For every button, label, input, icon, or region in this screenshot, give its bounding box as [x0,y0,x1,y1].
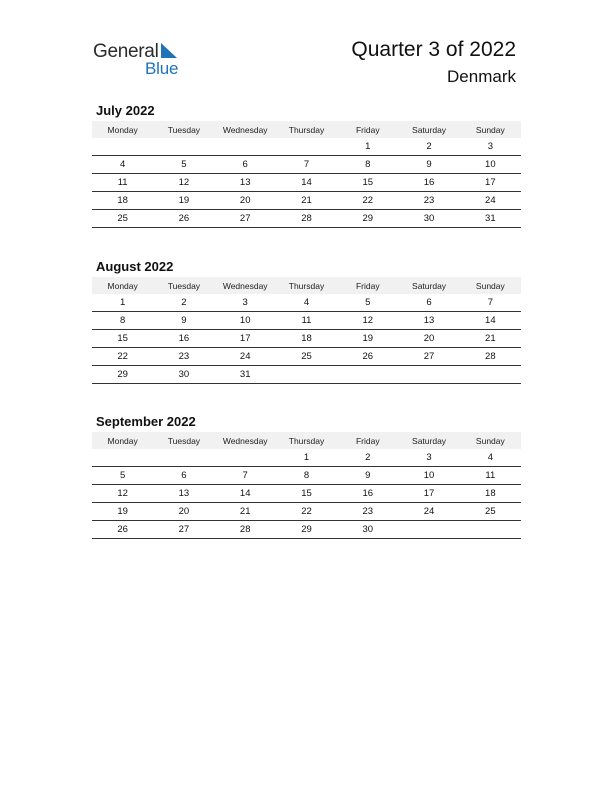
day-cell: 24 [215,348,276,366]
logo-general-text: General [93,41,159,62]
day-cell: 16 [337,485,398,503]
day-cell: 25 [276,348,337,366]
week-row [92,210,521,228]
day-cell: 29 [337,210,398,228]
week-row [92,312,521,330]
weekday-header: Sunday [460,277,521,294]
week-row [92,366,521,384]
day-cell: 1 [92,294,153,312]
week-row [92,174,521,192]
weekday-header: Thursday [276,121,337,138]
weekday-header-row [92,121,521,138]
day-cell: 4 [92,156,153,174]
month-title: September 2022 [96,414,196,429]
day-cell: 11 [460,467,521,485]
day-cell: 28 [215,521,276,539]
week-row [92,138,521,156]
day-cell: 26 [153,210,214,228]
day-cell: 13 [153,485,214,503]
day-cell: 29 [276,521,337,539]
day-cell: 12 [92,485,153,503]
day-cell: 22 [92,348,153,366]
day-cell: 3 [460,138,521,156]
weekday-header-row [92,432,521,449]
day-cell: 10 [215,312,276,330]
day-cell: 12 [337,312,398,330]
day-cell: 20 [215,192,276,210]
weekday-header: Friday [337,121,398,138]
day-cell: 9 [398,156,459,174]
weekday-header: Tuesday [153,277,214,294]
day-cell: 6 [215,156,276,174]
week-row [92,348,521,366]
day-cell [153,138,214,156]
day-cell [337,366,398,384]
weekday-header: Monday [92,432,153,449]
weekday-header: Monday [92,121,153,138]
day-cell: 16 [153,330,214,348]
day-cell: 22 [337,192,398,210]
day-cell: 25 [460,503,521,521]
weekday-header: Sunday [460,432,521,449]
day-cell: 21 [215,503,276,521]
week-row [92,330,521,348]
weekday-header-row [92,277,521,294]
month-table [92,432,521,539]
week-row [92,503,521,521]
day-cell: 22 [276,503,337,521]
day-cell: 1 [337,138,398,156]
day-cell: 26 [337,348,398,366]
day-cell [92,449,153,467]
day-cell [398,521,459,539]
month-calendar-july [92,102,521,228]
quarter-title: Quarter 3 of 2022 [351,38,516,61]
day-cell: 9 [153,312,214,330]
day-cell [215,449,276,467]
day-cell: 24 [398,503,459,521]
day-cell: 25 [92,210,153,228]
day-cell: 30 [153,366,214,384]
day-cell: 17 [398,485,459,503]
logo-blue-text: Blue [145,59,179,78]
day-cell: 31 [215,366,276,384]
day-cell [276,366,337,384]
day-cell: 30 [337,521,398,539]
day-cell: 23 [337,503,398,521]
day-cell: 27 [398,348,459,366]
day-cell: 20 [398,330,459,348]
day-cell: 2 [398,138,459,156]
day-cell: 21 [276,192,337,210]
day-cell: 3 [215,294,276,312]
day-cell: 5 [153,156,214,174]
day-cell: 11 [276,312,337,330]
day-cell [153,449,214,467]
week-row [92,467,521,485]
day-cell: 23 [398,192,459,210]
month-title: August 2022 [96,259,174,274]
day-cell: 14 [215,485,276,503]
weekday-header: Friday [337,277,398,294]
week-row [92,485,521,503]
day-cell: 6 [153,467,214,485]
month-calendar-september [92,413,521,539]
day-cell: 23 [153,348,214,366]
day-cell [398,366,459,384]
day-cell: 15 [92,330,153,348]
day-cell: 27 [215,210,276,228]
day-cell: 13 [215,174,276,192]
day-cell: 5 [92,467,153,485]
day-cell: 2 [153,294,214,312]
day-cell: 4 [276,294,337,312]
week-row [92,449,521,467]
generalblue-logo [93,40,203,80]
day-cell: 18 [92,192,153,210]
day-cell: 29 [92,366,153,384]
day-cell: 8 [276,467,337,485]
day-cell: 8 [337,156,398,174]
month-table [92,277,521,384]
day-cell: 17 [460,174,521,192]
day-cell: 16 [398,174,459,192]
day-cell: 14 [276,174,337,192]
weekday-header: Thursday [276,277,337,294]
weekday-header: Saturday [398,277,459,294]
day-cell: 26 [92,521,153,539]
week-row [92,156,521,174]
day-cell: 13 [398,312,459,330]
day-cell [92,138,153,156]
day-cell: 7 [276,156,337,174]
day-cell: 2 [337,449,398,467]
day-cell: 11 [92,174,153,192]
weekday-header: Saturday [398,432,459,449]
day-cell: 19 [337,330,398,348]
weekday-header: Sunday [460,121,521,138]
day-cell: 14 [460,312,521,330]
day-cell: 10 [398,467,459,485]
weekday-header: Saturday [398,121,459,138]
day-cell: 1 [276,449,337,467]
weekday-header: Tuesday [153,121,214,138]
day-cell: 7 [460,294,521,312]
day-cell: 18 [276,330,337,348]
day-cell: 15 [337,174,398,192]
day-cell: 24 [460,192,521,210]
day-cell: 5 [337,294,398,312]
weekday-header: Tuesday [153,432,214,449]
day-cell [276,138,337,156]
day-cell: 4 [460,449,521,467]
day-cell: 9 [337,467,398,485]
day-cell: 3 [398,449,459,467]
day-cell: 31 [460,210,521,228]
month-table [92,121,521,228]
month-title: July 2022 [96,103,155,118]
weekday-header: Wednesday [215,121,276,138]
day-cell: 17 [215,330,276,348]
week-row [92,294,521,312]
month-calendar-august [92,258,521,384]
day-cell: 10 [460,156,521,174]
logo-triangle-icon [159,43,179,60]
day-cell: 19 [92,503,153,521]
day-cell: 12 [153,174,214,192]
day-cell: 8 [92,312,153,330]
day-cell: 7 [215,467,276,485]
weekday-header: Wednesday [215,432,276,449]
weekday-header: Wednesday [215,277,276,294]
weekday-header: Monday [92,277,153,294]
day-cell: 28 [276,210,337,228]
weekday-header: Friday [337,432,398,449]
week-row [92,521,521,539]
day-cell: 18 [460,485,521,503]
day-cell [460,521,521,539]
day-cell: 30 [398,210,459,228]
week-row [92,192,521,210]
day-cell: 19 [153,192,214,210]
weekday-header: Thursday [276,432,337,449]
day-cell: 27 [153,521,214,539]
day-cell [460,366,521,384]
day-cell: 28 [460,348,521,366]
day-cell: 21 [460,330,521,348]
day-cell: 20 [153,503,214,521]
day-cell [215,138,276,156]
day-cell: 6 [398,294,459,312]
day-cell: 15 [276,485,337,503]
country-name: Denmark [447,67,516,86]
